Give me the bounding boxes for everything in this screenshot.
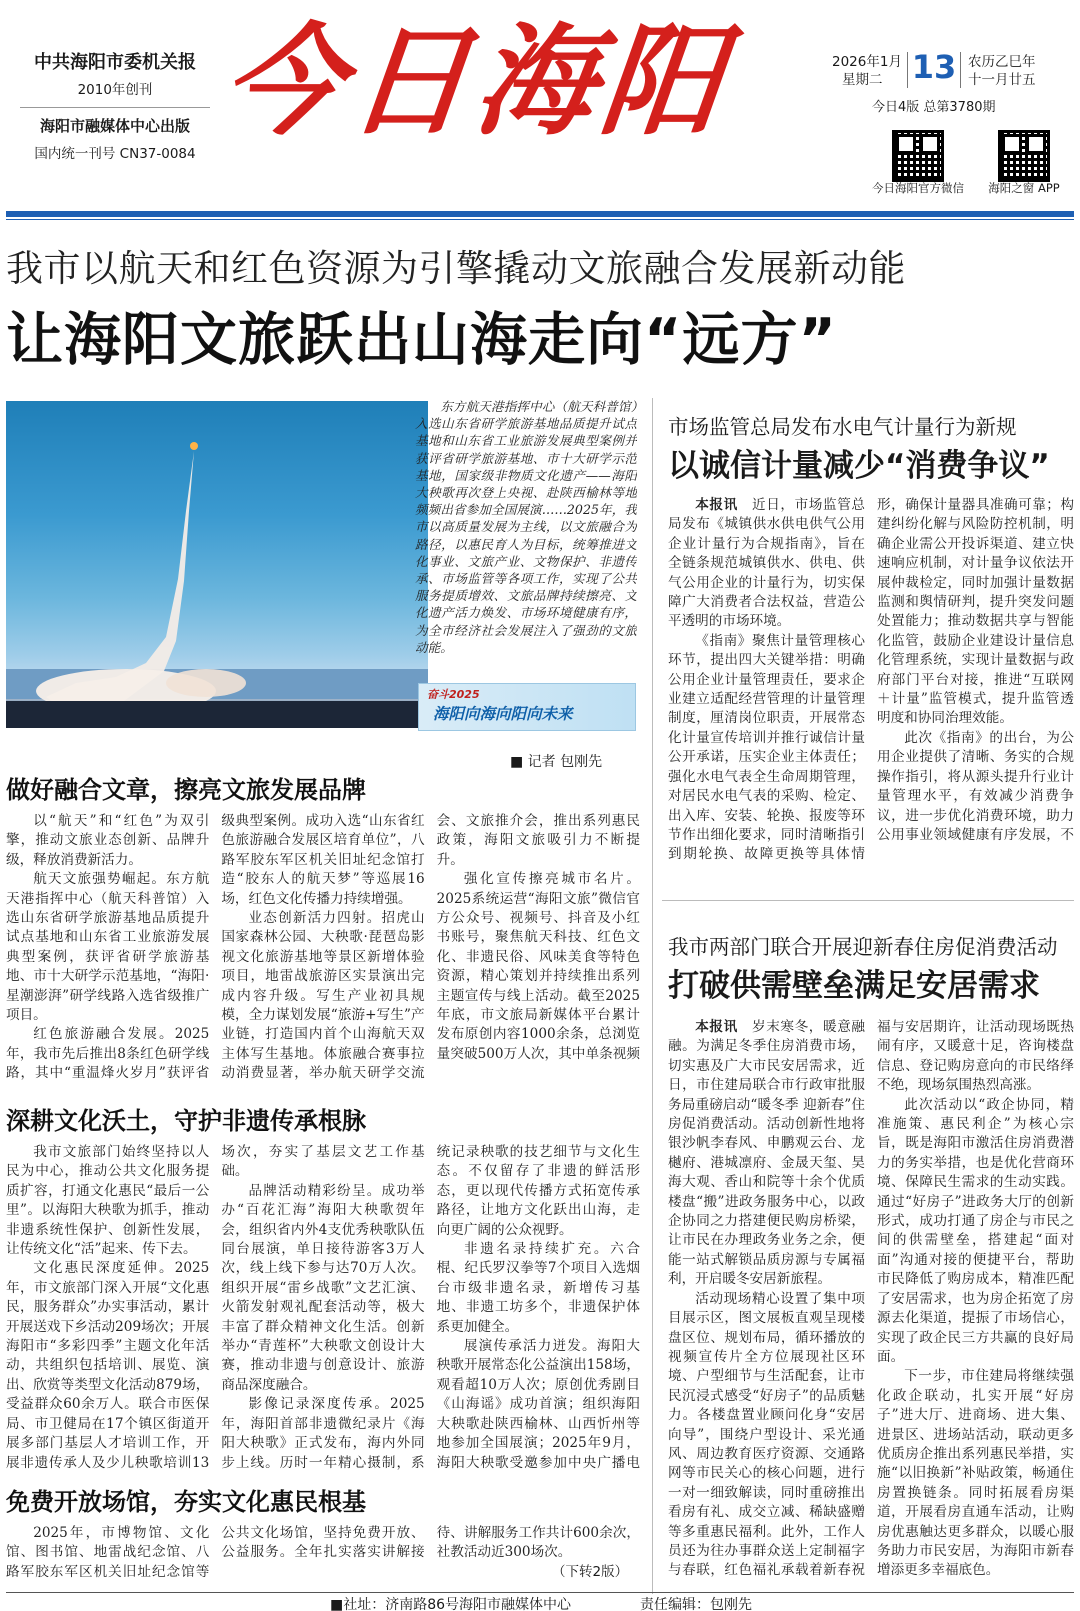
section-1-body — [6, 812, 640, 1084]
footer-address: ■社址：济南路86号海阳市融媒体中心 — [330, 1597, 572, 1611]
banner-big: 海阳向海向阳向未来 — [433, 705, 573, 723]
paragraph: 《指南》聚焦计量管理核心环节，提出四大关键举措：明确公用企业计量管理责任，要求企业建立适配经营管理的计量管理制度，厘清岗位职责，开展常态化计量宣传培训并推行诚信计量公开承诺，压实企业主体责任；强化水电气表全生命周期管理，对居民水电气表的采购、检定、出入库、安装、轮换、报废等环节作出细化要求，同时清晰指引到期轮换、故障更换等具体情形，确保计量器具准确可靠；构建纠纷化解与风险防控机制，明确企业需公开投诉渠道、建立快速响应机制，对计量争议依法开展仲裁检定，同时加强计量数据监测和舆情研判，提升突发问题处置能力；推动数据共享与智能化监管，鼓励企业建设计量信息化管理系统，实现计量数据与政府部门平台对接，推进“互联网＋计量”监管模式，提升监管透明度和协同治理效能。 — [668, 497, 1074, 863]
lead-banner — [418, 683, 636, 731]
story2-title: 以诚信计量减少“消费争议” — [668, 448, 1050, 484]
paragraph: 品牌活动精彩纷呈。成功举办“百花汇海”海阳大秧歌贺年会，组织省内外4支优秀秧歌队伍同台展演，单日接待游客3万人次，线上线下参与达70万人次。组织开展“雷乡战歌”文艺汇演、火箭发射观礼配套活动等，极大丰富了群众精神文化生活。创新举办“青莲杯”大秧歌文创设计大赛，推动非遗与创意设计、旅游商品深度融合。 — [221, 1182, 425, 1393]
lunar-day: 十一月廿五 — [968, 72, 1036, 88]
section-3-title: 免费开放场馆，夯实文化惠民根基 — [6, 1488, 366, 1516]
story3-lead-label: 本报讯 — [695, 1019, 738, 1035]
founded: 2010年创刊 — [77, 82, 153, 98]
issn: 国内统一刊号 CN37-0084 — [34, 146, 196, 162]
section-1-title: 做好融合文章，擦亮文旅发展品牌 — [6, 776, 366, 804]
paragraph: 强化宣传擦亮城市名片。2025系统运营“海阳文旅”微信官方公众号、视频号、抖音及小红书账号，聚焦航天科技、红色文化、非遗民俗、风味美食等特色资源，精心策划并持续推出系列主题宣传与线上活动。截至2025年底，市文旅局新媒体平台累计发布原创内容1000余条，总浏览量突破500万人次，其中单条视频 — [436, 871, 640, 1062]
lead-intro — [415, 398, 637, 673]
masthead-rule-thin — [6, 219, 1074, 220]
date-divider-left — [907, 52, 908, 88]
paragraph: 我市文旅部门始终坚持以人民为中心，推动公共文化服务提质扩容，打通文化惠民“最后一公里”。以海阳大秧歌为抓手，推动非遗系统性保护、创新性发展，让传统文化“活”起来、传下去。 — [6, 1144, 210, 1258]
rocket-launch-photo — [6, 401, 428, 728]
paragraph: 以“航天”和“红色”为双引擎，推动文旅业态创新、品牌升级，释放消费新活力。 — [6, 813, 210, 868]
rocket-launch-illustration — [6, 401, 428, 728]
date-ym: 2026年1月 — [832, 54, 902, 70]
lead-byline: ■ 记者 包刚先 — [510, 754, 603, 770]
crowd — [6, 701, 428, 728]
story-separator — [662, 900, 1074, 901]
qr-code-icon — [892, 130, 944, 182]
qr-code-icon — [998, 130, 1050, 182]
paragraph: 非遗名录持续扩充。六合棍、纪氏罗汉拳等7个项目入选烟台市级非遗名录，新增传习基地、非遗工坊多个，非遗保护体系更加健全。 — [436, 1241, 640, 1335]
date-divider-right — [960, 52, 961, 88]
paragraph: 航天文旅强势崛起。东方航天港指挥中心（航天科普馆）入选山东省研学旅游基地品质提升试点基地和山东省工业旅游发展典型案例，获评省研学旅游基地、市十大研学示范基地，“海阳·星潮澎湃”研学线路入选省级推广项目。 — [6, 871, 210, 1024]
story2-body — [668, 496, 1074, 870]
day-number: 13 — [911, 48, 957, 86]
column-separator — [652, 398, 653, 1594]
paragraph — [668, 1018, 865, 1290]
masthead-rule — [6, 211, 1074, 217]
section-2-title: 深耕文化沃土，守护非遗传承根脉 — [6, 1107, 366, 1135]
paragraph: 展演传承活力迸发。海阳大秧歌开展常态化公益演出158场，观看超10万人次；原创优秀剧目《山海谣》成功首演；组织海阳大秧歌赴陕西榆林、山西忻州等地参加全国展演；2025年9月，海阳大秧歌受邀参加中央广播电 — [436, 1338, 640, 1471]
story2-lead-label: 本报讯 — [695, 497, 738, 513]
story3-body — [668, 1018, 1074, 1582]
paragraph: 此次《指南》的出台，为公用企业提供了清晰、务实的合规操作指引，将从源头提升行业计量管理水平，有效减少消费争议，进一步优化消费环境，助力公用事业领域健康有序发展，不 — [877, 729, 1074, 843]
weekday: 星期二 — [842, 72, 883, 88]
story3-title: 打破供需壁垒满足安居需求 — [668, 968, 1040, 1004]
edition-info: 今日4版 总第3780期 — [872, 100, 996, 115]
lead-intro-text: 东方航天港指挥中心（航天科普馆）入选山东省研学旅游基地品质提升试点基地和山东省工业旅游发展典型案例并获评省研学旅游基地、市十大研学示范基地，国家级非物质文化遗产——海阳大秧歌再次登上央视、赴陕西榆林等地频频出省参加全国展演……2025年，我市以高质量发展为主线，以文旅融合为路径，以惠民育人为目标，统筹推进文化事业、文旅产业、文物保护、非遗传承、市场监管等各项工作，实现了公共服务提质增效、文旅品牌持续擦亮、文化遗产活力焕发、市场环境健康有序，为全市经济社会发展注入了强劲的文旅动能。 — [415, 399, 637, 655]
sponsor: 中共海阳市委机关报 — [34, 52, 196, 73]
lunar-year: 农历乙巳年 — [968, 54, 1036, 70]
paragraph: 文化惠民深度延伸。2025年，市文旅部门深入开展“文化惠民，服务群众”办实事活动，累计开展送戏下乡活动209场次；开展海阳市“多彩四季”主题文化年活动，共组织包括培训、展览、演出、欣赏等类型文化活动879场，受益群众60余万人。联合市医保局、市卫健局在17个镇区街道开展多部门基层人才培训工作，开展非遗传承人及少儿秧歌培训13场次，夯实了基层文艺工作基础。 — [6, 1144, 425, 1471]
publisher: 海阳市融媒体中心出版 — [39, 117, 190, 135]
footer-editor: 责任编辑：包刚先 — [640, 1597, 752, 1611]
paragraph: 红色旅游融合发展。2025年，我市先后推出8条红色研学线路，其中“重温烽火岁月”获评省级典型案例。成功入选“山东省红色旅游融合发展区培育单位”，八路军胶东军区机关旧址纪念馆打造“胶东人的航天梦”等巡展16场，红色文化传播力持续增强。 — [6, 813, 425, 1082]
masthead-title: 今日海阳 — [216, 11, 736, 152]
headline-main: 让海阳文旅跃出山海走向“远方” — [6, 307, 837, 373]
masthead-left — [20, 48, 210, 162]
story3-para-0: 岁末寒冬，暖意融融。为满足冬季住房消费市场，切实惠及广大市民安居需求，近日，市住建局联合市行政审批服务局重磅启动“暖冬季 迎新春”住房促消费活动。活动创新性地将银沙帆李春风、申鹏观云台、龙樾府、港城凛府、金晟天玺、昊海大观、香山和院等十余个优质楼盘“搬”进政务服务中心，以政企协同之力搭建便民购房桥梁，让市民在办理政务业务之余，便能一站式解锁品质房源与专属福利，开启暖冬安居新旅程。 — [668, 1019, 866, 1288]
paragraph: 活动现场精心设置了集中项目展示区，图文展板直观呈现楼盘区位、规划布局，循环播放的视频宣传片全方位展现社区环境、户型细节与生活配套，让市民沉浸式感受“好房子”的品质魅力。各楼盘置业顾问化身“安居向导”，围绕户型设计、采光通风、周边教育医疗资源、交通路网等市民关心的核心问题，进行一对一细致解读，同时重磅推出看房有礼、成交立减、稀缺盛赠等多重惠民福利。此外，工作人员还为往办事群众送上定制福字与春联，红色福礼承载着新春祝福与安居期许，让活动现场既热闹有序，又暖意十足，咨询楼盘信息、登记购房意向的市民络绎不绝，现场氛围热烈高涨。 — [668, 1019, 1074, 1579]
qr-code-app[interactable] — [998, 130, 1050, 182]
section-2-body — [6, 1143, 640, 1473]
banner-small: 奋斗2025 — [427, 688, 480, 701]
story2-kicker: 市场监管总局发布水电气计量行为新规 — [668, 415, 1017, 439]
paragraph: 下一步，市住建局将继续强化政企联动，扎实开展“好房子”进大厅、进商场、进大集、进景区、进场站活动，联动更多优质房企推出系列惠民举措，实施“以旧换新”补贴政策，畅通住房置换链条。同时拓展看房渠道，开展看房直通车活动，让购房优惠触达更多群众，以暖心服务助力市民安居，为海阳市新春增添更多幸福底色。 — [877, 1368, 1074, 1579]
smoke-cloud-2 — [166, 669, 246, 697]
qr2-label: 海阳之窗 APP — [988, 181, 1060, 195]
qr1-label: 今日海阳官方微信 — [872, 181, 964, 195]
paragraph: 此次活动以“政企协同，精准施策、惠民利企”为核心宗旨，既是海阳市激活住房消费潜力的务实举措，也是优化营商环境、保障民生需求的生动实践。通过“好房子”进政务大厅的创新形式，成功打通了房企与市民之间的供需壁垒，搭建起“面对面”沟通对接的便捷平台，帮助市民降低了购房成本，精准匹配了安居需求，也为房企拓宽了房源去化渠道，提振了市场信心，实现了政企民三方共赢的良好局面。 — [877, 1096, 1074, 1365]
paragraph: 影像记录深度传承。2025年，海阳首部非遗微纪录片《海阳大秧歌》正式发布，海内外同步上线。历时一年精心摄制，系统记录秧歌的技艺细节与文化生态。不仅留存了非遗的鲜活形态，更以现代传播方式拓宽传承路径，让地方文化跃出山海，走向更广阔的公众视野。 — [221, 1144, 640, 1471]
qr-code-wechat[interactable] — [892, 130, 944, 182]
masthead-divider — [20, 107, 210, 108]
paragraph: 业态创新活力四射。招虎山国家森林公园、大秧歌·琵琶岛影视文化旅游基地等景区新增体验项目，地雷战旅游区实景演出完成内容升级。写生产业初具规模，全力谋划发展“旅游+写生”产业链，打造国内首个山海航天双主体写生基地。体旅融合赛事拉动消费显著，举办航天研学交流会、文旅推介会，推出系列惠民政策，海阳文旅吸引力不断提升。 — [221, 813, 640, 1082]
paragraph — [668, 496, 865, 632]
section-3-body — [6, 1524, 640, 1584]
footer-rule — [6, 1592, 1074, 1593]
paragraph: 2025年，市博物馆、文化馆、图书馆、地雷战纪念馆、八路军胶东军区机关旧址纪念馆等公共文化场馆，坚持免费开放、公益服务。全年扎实落实讲解接待、讲解服务工作共计600余次，社教活动近300场次。 — [6, 1525, 640, 1580]
date-block — [832, 50, 1060, 100]
rocket — [190, 442, 198, 450]
story3-kicker: 我市两部门联合开展迎新春住房促消费活动 — [668, 935, 1058, 959]
continued-note: （下转2版） — [548, 1560, 628, 1580]
headline-kicker: 我市以航天和红色资源为引擎撬动文旅融合发展新动能 — [6, 247, 906, 290]
story2-para-0: 近日，市场监管总局发布《城镇供水供电供气公用企业计量行为合规指南》，旨在全链条规范城镇供水、供电、供气公用企业的计量行为，切实保障广大消费者合法权益，营造公平透明的市场环境。 — [668, 497, 866, 630]
